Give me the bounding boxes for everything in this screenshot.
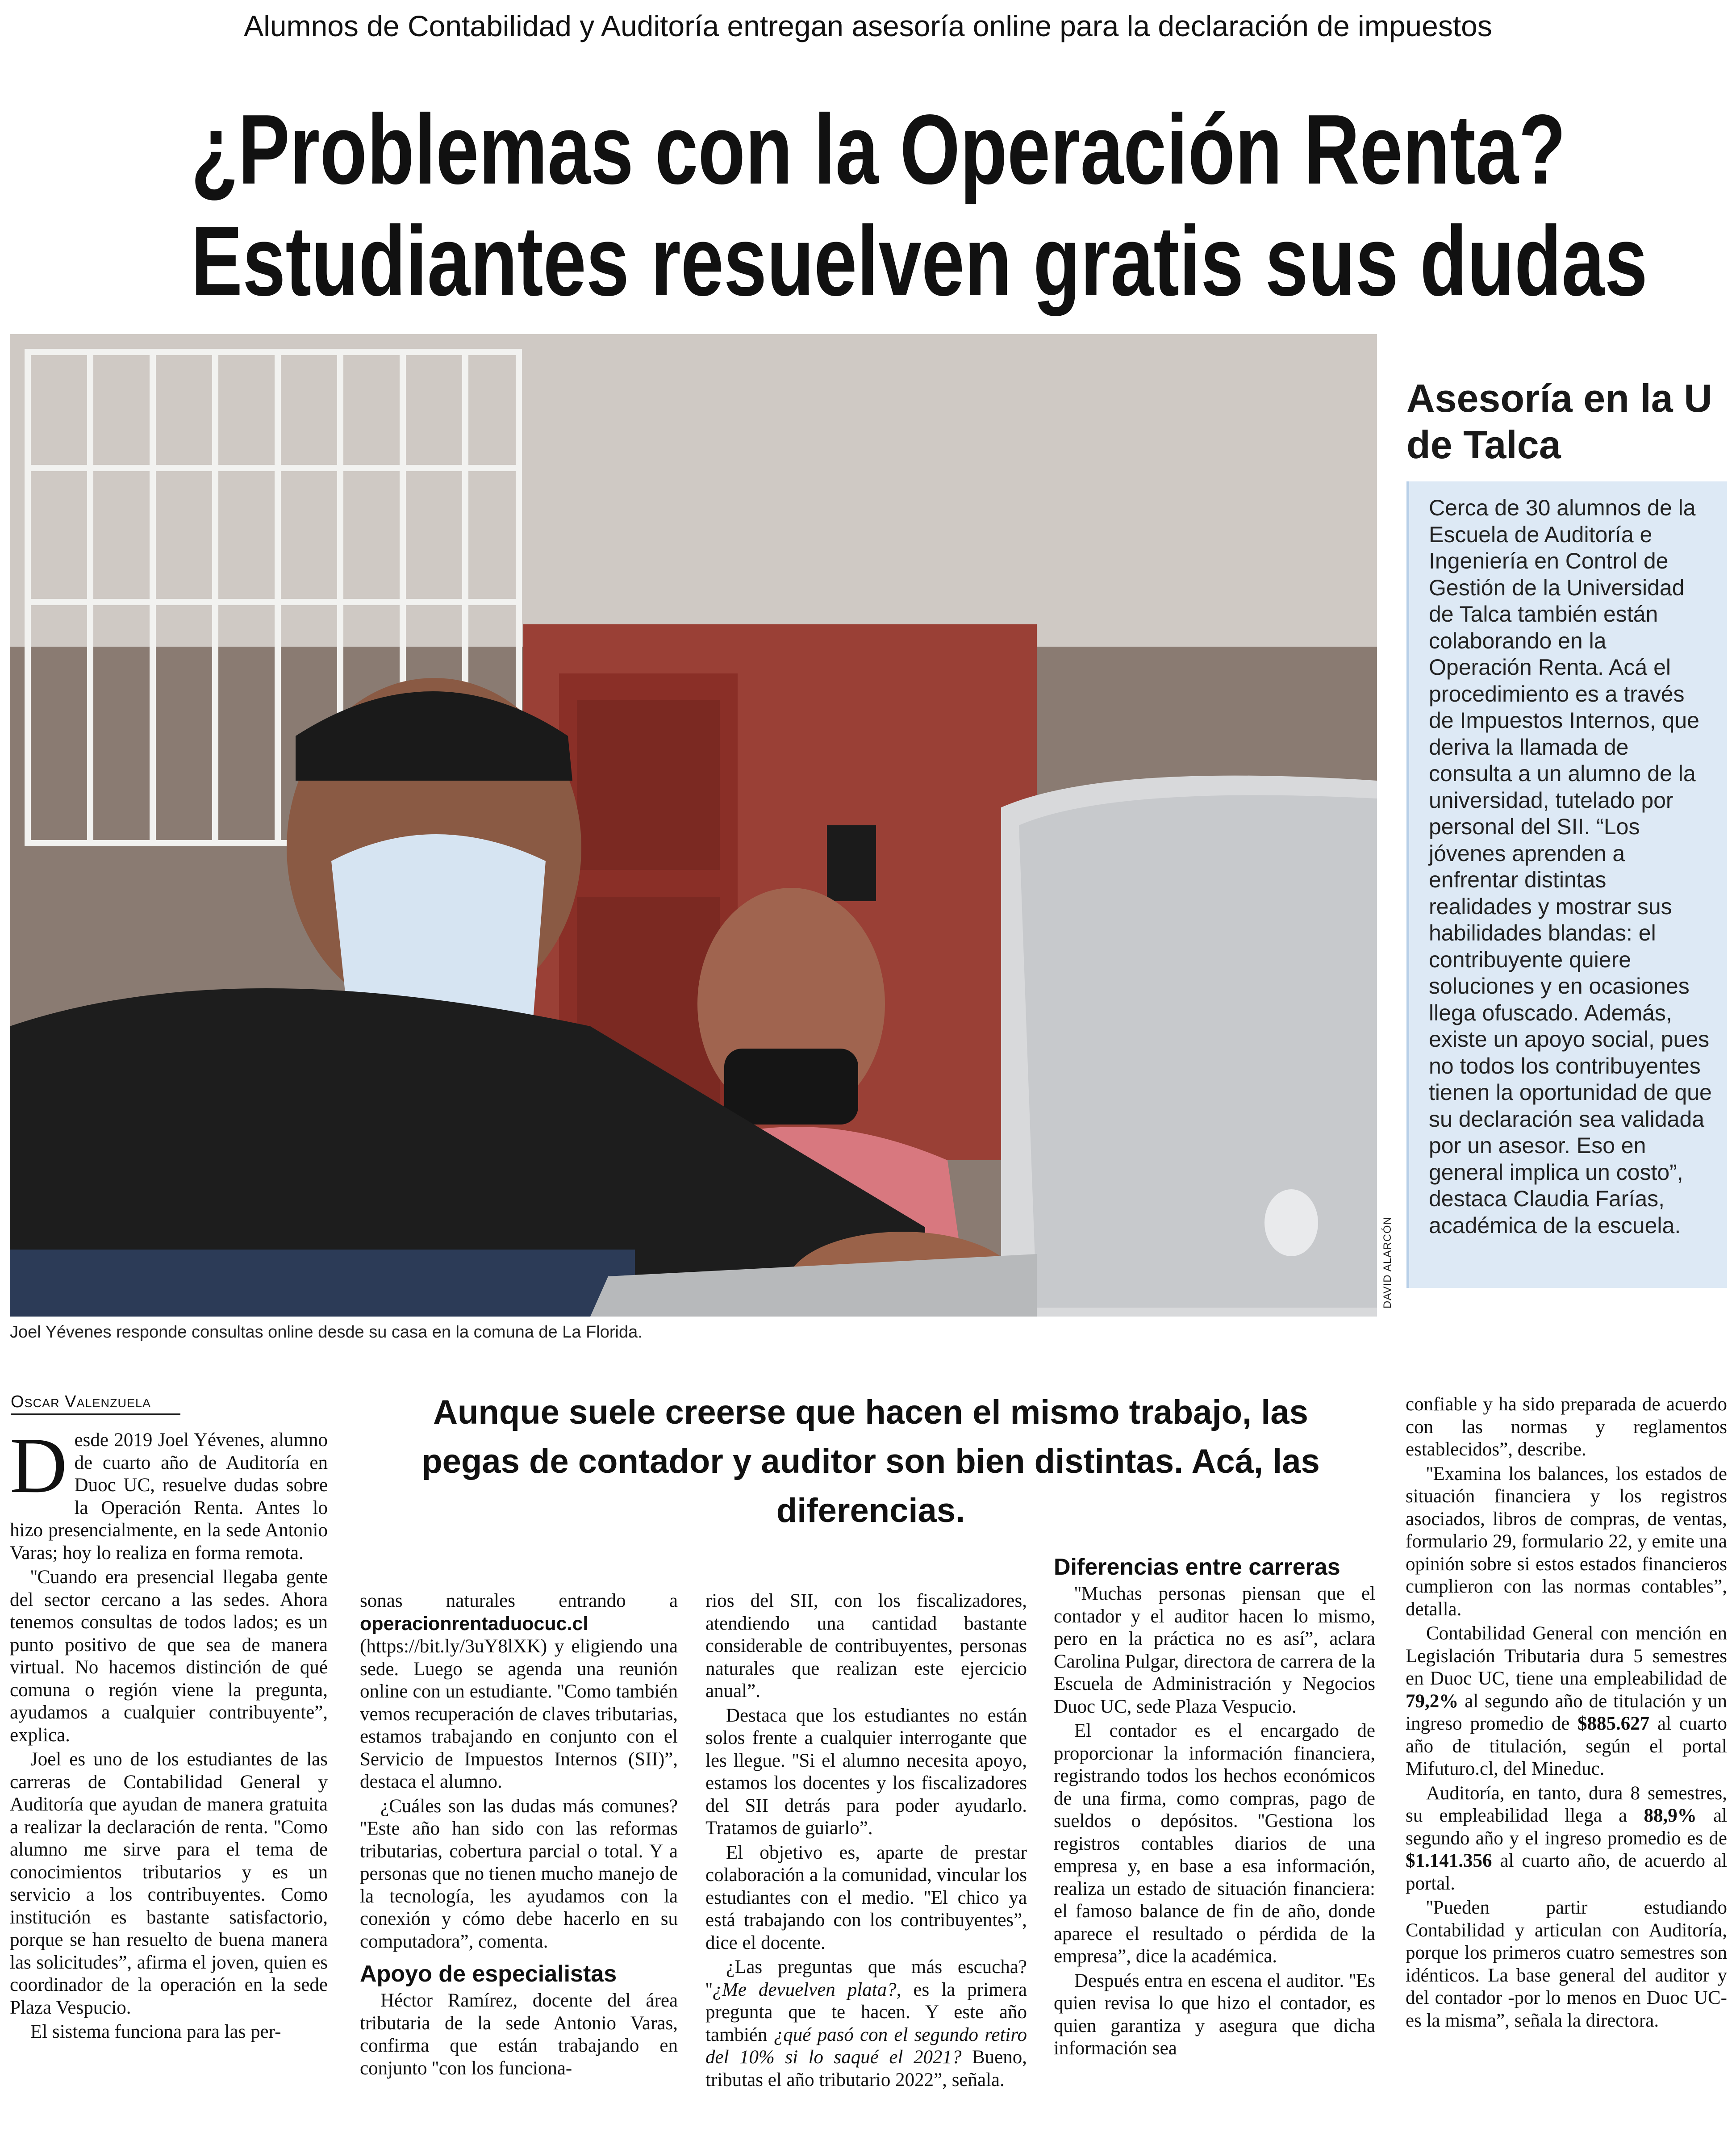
paragraph: ''Cuando era presencial llegaba gente del sector cercano a las sedes. Ahora tenemos consultas de todos lados; es un punto positivo de que sea de manera virtual. No hacemos distinción de qué comuna o región viene la pregunta, ayudamos a cualquier contribuyente”, explica.: [10, 1567, 328, 1746]
paragraph: Destaca que los estudiantes no están solos frente a cualquier interrogante que les llegue. ''Si el alumno necesita apoyo, estamos los docentes y los fiscalizadores del SII detrás para poder ayudarlo. Tratamos de guiarlo”.: [705, 1705, 1027, 1839]
headline: [191, 94, 1648, 317]
paragraph: sonas naturales entrando a operacionrentaduocuc.cl (https://bit.ly/3uY8lXK) y eligiendo una sede. Luego se agenda una reunión online con un estudiante. ''Como también vemos recuperación de claves tributarias, estamos trabajando en conjunto con el Servicio de Impuestos Internos (SII)”, destaca el alumno.: [360, 1590, 678, 1792]
paragraph: ¿Cuáles son las dudas más comunes? ''Este año han sido con las reformas tributarias, cobertura parcial o total. Y a personas que no tienen mucho manejo de la tecnología, les ayudamos con la conexión y cómo debe hacerlo en su computadora”, comenta.: [360, 1795, 678, 1952]
paragraph: rios del SII, con los fiscalizadores, atendiendo una cantidad bastante considerable de contribuyentes, personas naturales que realizan este ejercicio anual”.: [705, 1590, 1027, 1701]
deck: Aunque suele creerse que hacen el mismo trabajo, las pegas de contador y auditor son bien distintas. Acá, las diferencias.: [421, 1393, 1320, 1530]
paragraph: Héctor Ramírez, docente del área tributaria de la sede Antonio Varas, confirma que están trabajando en conjunto ''con los funciona-: [360, 1990, 678, 2079]
paragraph: El objetivo es, aparte de prestar colaboración a la comunidad, vincular los estudiantes con el medio. ''El chico ya está trabajando con los contribuyentes”, dice el docente.: [705, 1842, 1027, 1953]
website-link[interactable]: operacionrentaduocuc.cl: [360, 1613, 588, 1635]
paragraph: Contabilidad General con mención en Legislación Tributaria dura 5 semestres en Duoc UC, tiene una empleabilidad de 79,2% al segundo año de titulación y un ingreso promedio de $885.627 al cuarto año de titulación, según el portal Mifuturo.cl, del Mineduc.: [1406, 1623, 1727, 1779]
photo-caption: Joel Yévenes responde consultas online desde su casa en la comuna de La Florida.: [10, 1323, 643, 1342]
sidebar-title: Asesoría en la U de Talca: [1406, 376, 1712, 467]
photo-credit: DAVID ALARCÓN: [1381, 1217, 1394, 1309]
kicker: Alumnos de Contabilidad y Auditoría entregan asesoría online para la declaración de impuestos: [244, 9, 1492, 42]
paragraph: El sistema funciona para las per-: [30, 2021, 281, 2042]
paragraph: ''Examina los balances, los estados de situación financiera y los registros asociados, libros de compras, de ventas, formulario 29, formulario 22, y emite una opinión sobre si estos estados financieros cumplieron con las normas contables”, detalla.: [1406, 1463, 1727, 1620]
paragraph: ''Muchas personas piensan que el contador y el auditor hacen lo mismo, pero en la práctica no es así”, aclara Carolina Pulgar, directora de carrera de la Escuela de Administración y Negocios Duoc UC, sede Plaza Vespucio.: [1054, 1583, 1375, 1717]
subheading-apoyo: Apoyo de especialistas: [360, 1961, 617, 1987]
paragraph: ¿Las preguntas que más escucha? ''¿Me devuelven plata?, es la primera pregunta que te hacen. Y este año también ¿qué pasó con el segundo retiro del 10% si lo saqué el 2021? Bueno, tributas el año tributario 2022”, señala.: [705, 1957, 1027, 2090]
byline: Oscar Valenzuela: [11, 1392, 180, 1415]
paragraph: El contador es el encargado de proporcionar la información financiera, registrando todos los hechos económicos de una firma, como compras, pago de sueldos o depósitos. ''Gestiona los registros contables diarios de una empresa y, en base a esa información, realiza un estado de situación financiera: el famoso balance de fin de año, donde aparece el resultado o pérdida de la empresa”, dice la académica.: [1054, 1720, 1375, 1967]
paragraph: confiable y ha sido preparada de acuerdo con las normas y reglamentos establecidos”, describe.: [1406, 1394, 1727, 1460]
subheading-diferencias: Diferencias entre carreras: [1054, 1554, 1340, 1580]
article-column-2: [360, 1590, 678, 2082]
sidebar-body: Cerca de 30 alumnos de la Escuela de Auditoría e Ingeniería en Control de Gestión de la Universidad de Talca también están colaborando en la Operación Renta. Acá el procedimiento es a través de Impuestos Internos, que deriva la llamada de consulta a un alumno de la universidad, tutelado por personal del SII. “Los jóvenes aprenden a enfrentar distintas realidades y mostrar sus habilidades blandas: el contribuyente quiere soluciones y en ocasiones llega ofuscado. Además, existe un apoyo social, pues no todos los contribuyentes tienen la oportunidad de que su declaración sea validada por un asesor. Eso en general implica un costo”, destaca Claudia Farías, académica de la escuela.: [1429, 495, 1712, 1238]
headline-line-2: Estudiantes resuelven gratis sus dudas: [191, 206, 1648, 317]
article-column-1: [10, 1421, 328, 2045]
paragraph: ''Pueden partir estudiando Contabilidad y articulan con Auditoría, porque los primeros cuatro semestres son idénticos. La base general del auditor y del contador -por lo menos en Duoc UC- es la misma”, señala la directora.: [1406, 1897, 1727, 2031]
paragraph: Auditoría, en tanto, dura 8 semestres, su empleabilidad llega a 88,9% al segundo año y el ingreso promedio es de $1.141.356 al cuarto año, de acuerdo al portal.: [1406, 1782, 1727, 1894]
paragraph: Después entra en escena el auditor. ''Es quien revisa lo que hizo el contador, es quien garantiza y asegura que dicha información sea: [1054, 1970, 1375, 2059]
headline-line-1: ¿Problemas con la Operación Renta?: [191, 94, 1566, 205]
drop-cap: D: [10, 1421, 67, 1509]
article-column-4: [1054, 1554, 1375, 2062]
photo-illustration: [10, 334, 1377, 1317]
sidebar-box: [1406, 481, 1727, 1288]
paragraph: Desde 2019 Joel Yévenes, alumno de cuarto año de Auditoría en Duoc UC, resuelve dudas sobre la Operación Renta. Antes lo hizo presencialmente, en la sede Antonio Varas; hoy lo realiza en forma remota.: [10, 1421, 328, 1564]
article-photo: [10, 334, 1377, 1317]
article-column-5: [1406, 1393, 1727, 2034]
article-column-3: [705, 1590, 1027, 2093]
paragraph: Joel es uno de los estudiantes de las carreras de Contabilidad General y Auditoría que ayudan de manera gratuita a realizar la declaración de renta. ''Como alumno me sirve para el tema de conocimientos tributarios y es un servicio a los contribuyentes. Como institución es bastante satisfactorio, porque se han resuelto de buena manera las solicitudes”, afirma el joven, quien es coordinador de la operación en la sede Plaza Vespucio.: [10, 1749, 328, 2018]
